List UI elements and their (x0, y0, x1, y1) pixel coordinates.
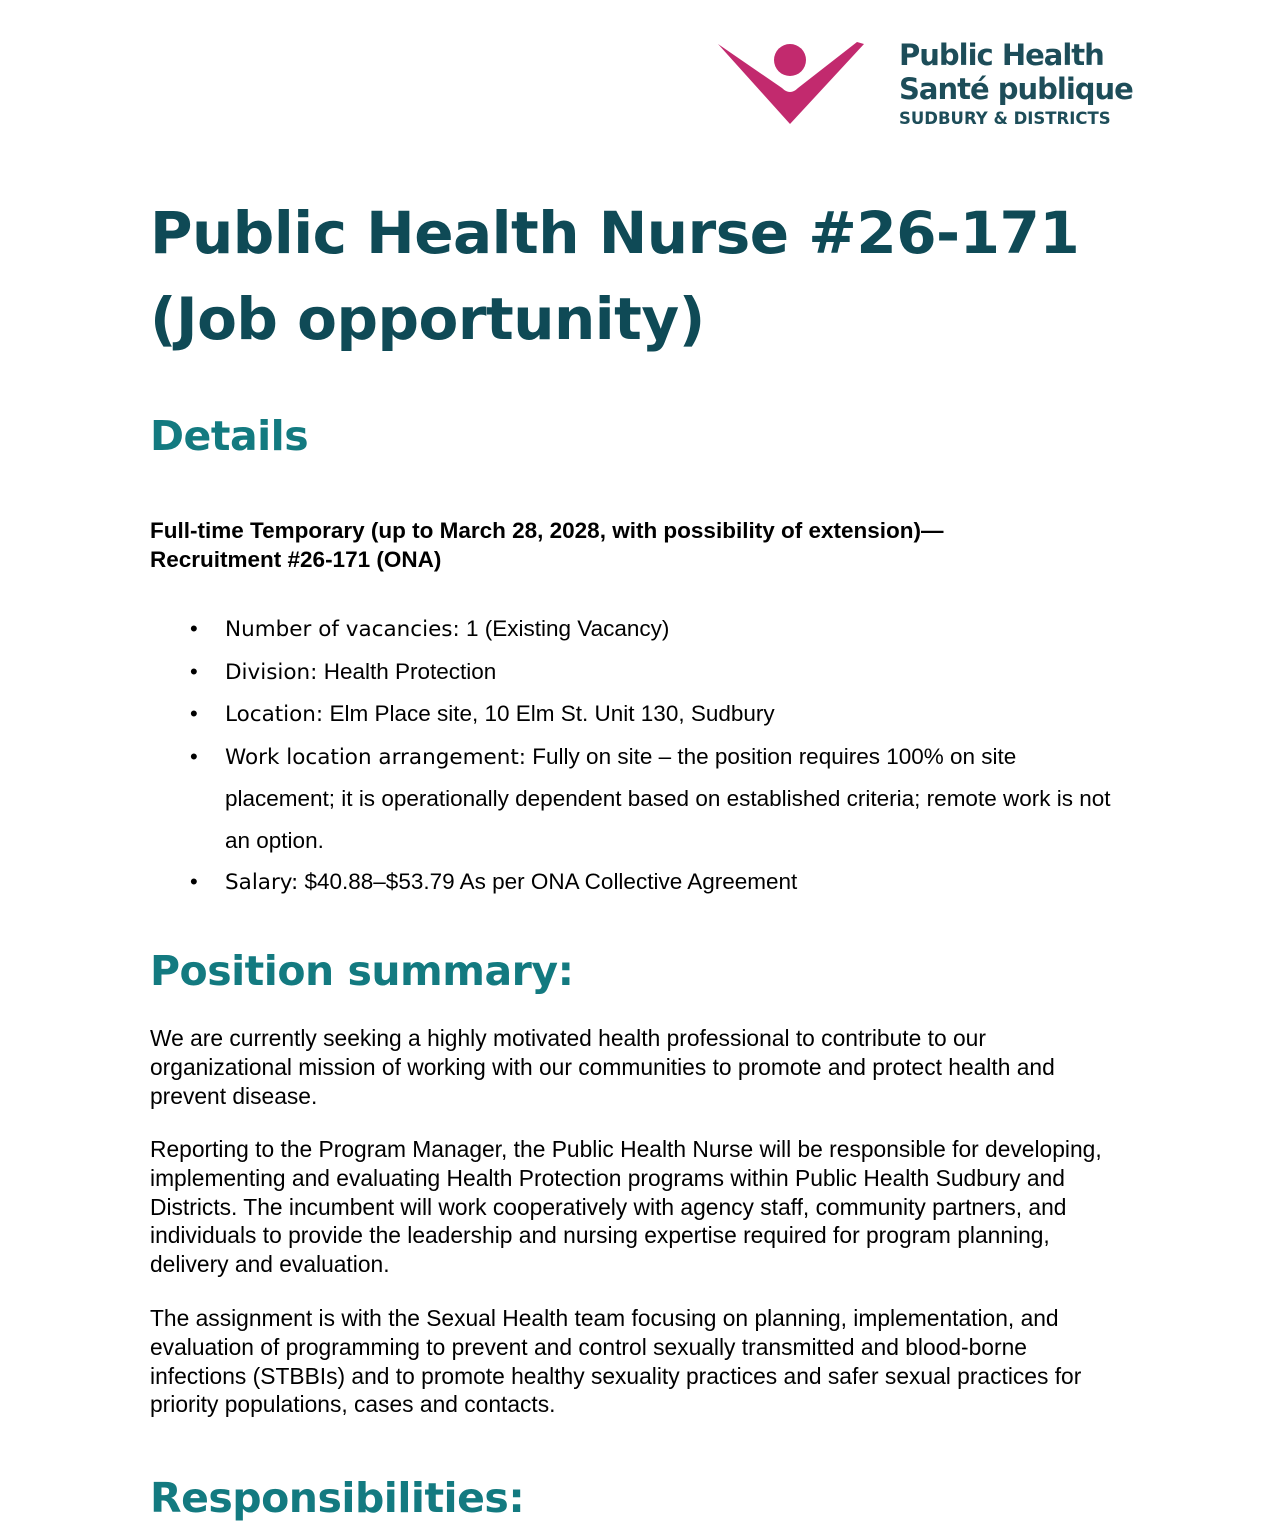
page-title-line2: (Job opportunity) (150, 285, 705, 353)
item-label: Work location arrangement: (225, 744, 527, 770)
logo-wordmark (899, 38, 1133, 130)
page-title (150, 190, 1150, 362)
bullet-icon: • (190, 658, 198, 684)
bullet-icon: • (190, 743, 198, 769)
list-item (150, 608, 1130, 651)
bullet-icon: • (190, 869, 198, 894)
employment-type (150, 516, 1100, 574)
page-title-line1: Public Health Nurse #26-171 (150, 199, 1080, 267)
summary-paragraph-1: We are currently seeking a highly motivated health professional to contribute to our organizational mission of working with our communities to promote and protect health and prevent disease. (150, 1025, 1055, 1109)
list-item (150, 861, 1130, 904)
logo-line-region: SUDBURY & DISTRICTS (899, 109, 1111, 128)
item-value: $40.88–$53.79 As per ONA Collective Agreement (298, 869, 798, 894)
item-label: Location: (225, 702, 324, 727)
item-value: Elm Place site, 10 Elm St. Unit 130, Sudbury (323, 701, 775, 726)
summary-paragraph-2: Reporting to the Program Manager, the Public Health Nurse will be responsible for developing, implementing and evaluating Health Protection programs within Public Health Sudbury and Districts. The incumbent will work cooperatively with agency staff, community partners, and individuals to provide the leadership and nursing expertise required for program planning, delivery and evaluation. (150, 1136, 1102, 1278)
logo-line-english: Public Health (899, 38, 1104, 72)
details-heading: Details (150, 412, 309, 460)
organization-logo (716, 38, 1133, 130)
item-value: Fully on site – the position requires 100% on site placement; it is operationally dependent based on established criteria; remote work is not an option. (225, 743, 1111, 853)
bullet-icon: • (190, 616, 198, 641)
logo-figure-icon (716, 38, 866, 128)
logo-line-french: Santé publique (899, 72, 1133, 106)
details-list (150, 608, 1130, 904)
responsibilities-heading: Responsibilities: (150, 1474, 525, 1522)
employment-type-line2: Recruitment #26-171 (ONA) (150, 547, 442, 572)
list-item (150, 736, 1130, 862)
item-value: 1 (Existing Vacancy) (459, 616, 670, 641)
item-label: Division: (225, 659, 318, 685)
item-value: Health Protection (317, 658, 497, 684)
item-label: Number of vacancies: (225, 617, 460, 642)
item-label: Salary: (225, 870, 299, 895)
position-summary-heading: Position summary: (150, 947, 574, 995)
bullet-icon: • (190, 701, 198, 726)
list-item (150, 693, 1130, 736)
employment-type-line1: Full-time Temporary (up to March 28, 2028, with possibility of extension)— (150, 518, 944, 543)
list-item (150, 651, 1130, 694)
summary-paragraph-3: The assignment is with the Sexual Health team focusing on planning, implementation, and evaluation of programming to prevent and control sexually transmitted and blood-borne infections (STBBIs) and to promote healthy sexuality practices and safer sexual practices for priority populations, cases and contacts. (150, 1305, 1082, 1418)
